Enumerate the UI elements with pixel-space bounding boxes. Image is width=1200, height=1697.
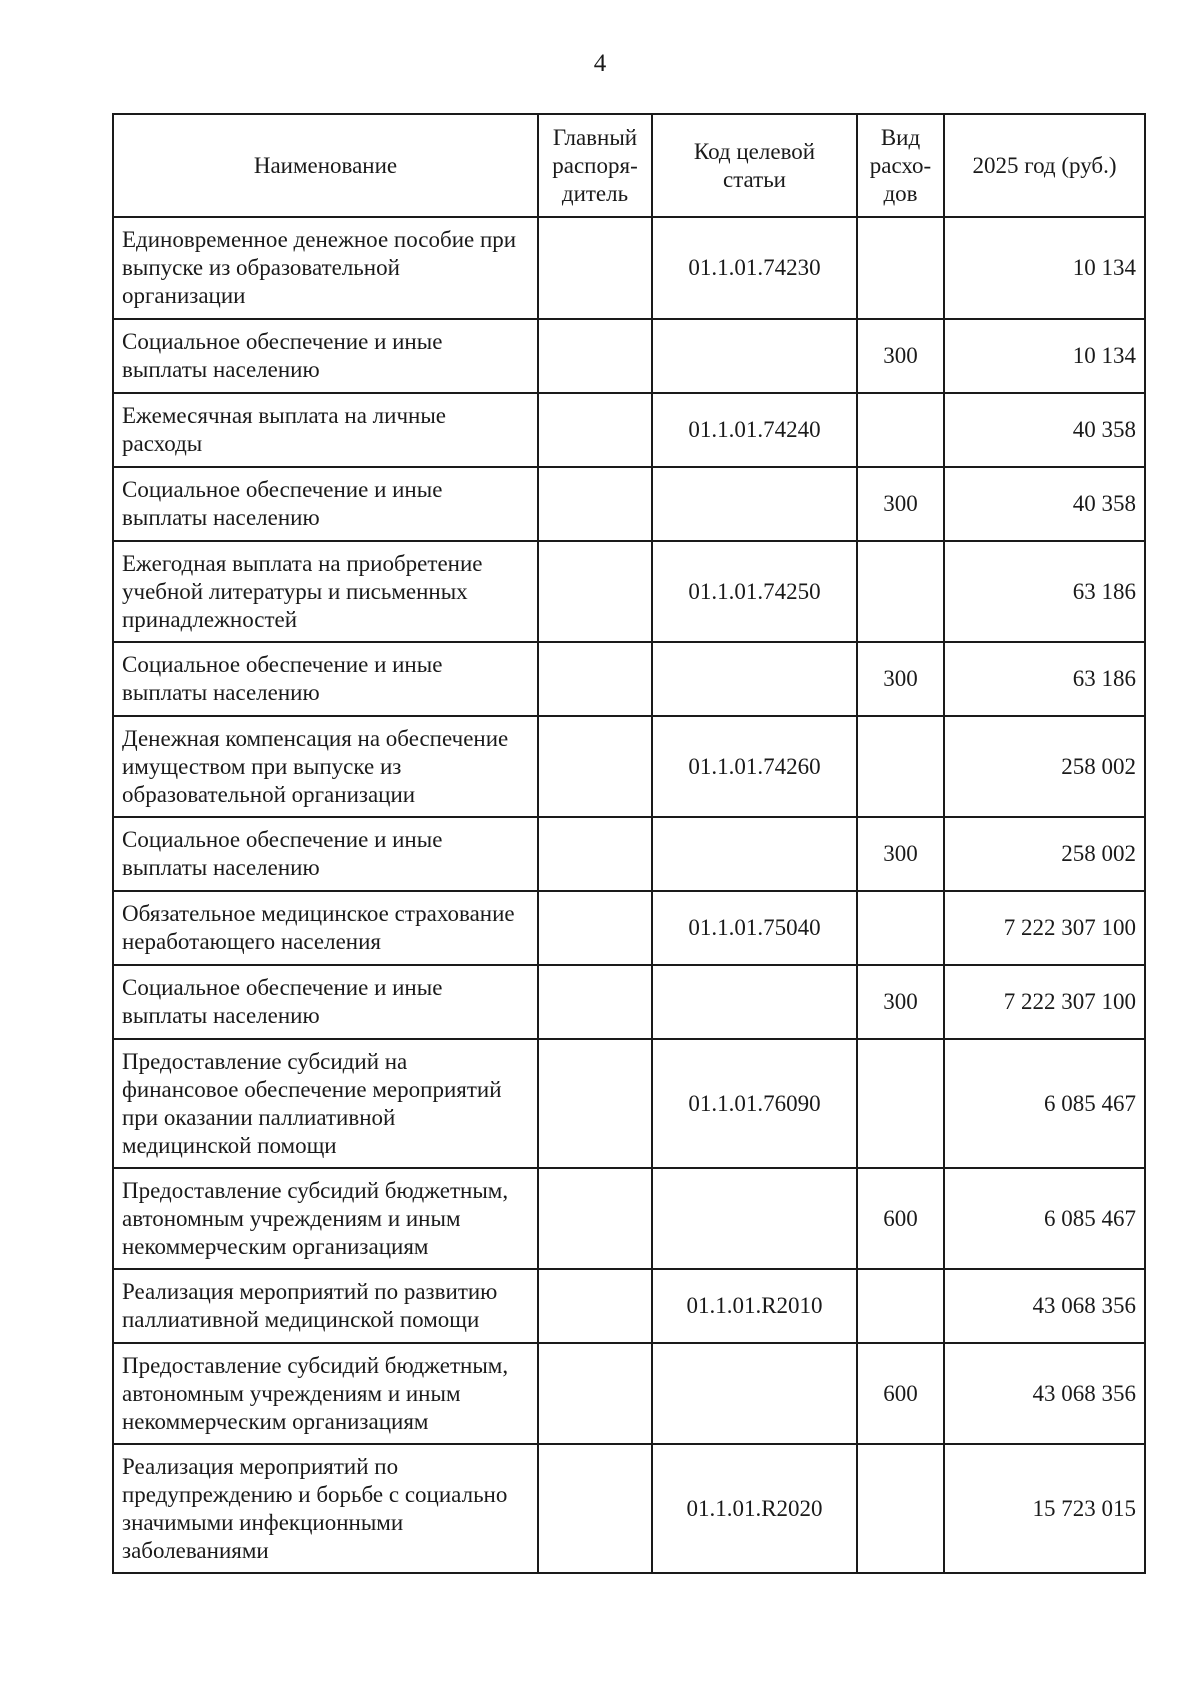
- row-code-cell: [652, 319, 857, 393]
- row-code-cell: [652, 467, 857, 541]
- row-chief-cell: [538, 1039, 652, 1168]
- row-chief-cell: [538, 541, 652, 642]
- header-target-code: Код целевой статьи: [652, 114, 857, 217]
- table-row: [113, 1039, 1145, 1168]
- row-chief-cell: [538, 965, 652, 1039]
- row-amount-cell: 6 085 467: [944, 1039, 1145, 1168]
- row-chief-cell: [538, 1168, 652, 1269]
- row-name-cell: Ежемесячная выплата на личные расходы: [113, 393, 538, 467]
- row-amount-cell: 15 723 015: [944, 1444, 1145, 1573]
- row-chief-cell: [538, 319, 652, 393]
- row-code-cell: [652, 1343, 857, 1444]
- row-name-cell: Реализация мероприятий по предупреждению и борьбе с социально значимыми инфекционными заболеваниями: [113, 1444, 538, 1573]
- row-code-cell: 01.1.01.R2020: [652, 1444, 857, 1573]
- row-code-cell: 01.1.01.R2010: [652, 1269, 857, 1343]
- table-row: [113, 891, 1145, 965]
- row-expense-type-cell: [857, 1444, 944, 1573]
- row-amount-cell: 10 134: [944, 217, 1145, 319]
- table-row: [113, 965, 1145, 1039]
- row-amount-cell: 258 002: [944, 716, 1145, 817]
- row-expense-type-cell: [857, 217, 944, 319]
- row-name-cell: Социальное обеспечение и иные выплаты населению: [113, 965, 538, 1039]
- row-name-cell: Социальное обеспечение и иные выплаты населению: [113, 467, 538, 541]
- row-name-cell: Предоставление субсидий бюджетным, автономным учреждениям и иным некоммерческим организациям: [113, 1343, 538, 1444]
- row-name-cell: Социальное обеспечение и иные выплаты населению: [113, 642, 538, 716]
- row-expense-type-cell: 600: [857, 1168, 944, 1269]
- table-row: [113, 1269, 1145, 1343]
- row-chief-cell: [538, 1343, 652, 1444]
- row-amount-cell: 43 068 356: [944, 1269, 1145, 1343]
- table-row: [113, 642, 1145, 716]
- row-amount-cell: 40 358: [944, 467, 1145, 541]
- table-row: [113, 541, 1145, 642]
- row-name-cell: Единовременное денежное пособие при выпуске из образовательной организации: [113, 217, 538, 319]
- row-amount-cell: 10 134: [944, 319, 1145, 393]
- row-chief-cell: [538, 716, 652, 817]
- row-chief-cell: [538, 817, 652, 891]
- table-header-row: [113, 114, 1145, 217]
- budget-table: [112, 113, 1146, 1574]
- row-amount-cell: 6 085 467: [944, 1168, 1145, 1269]
- page-number: 4: [593, 50, 607, 77]
- row-expense-type-cell: [857, 1039, 944, 1168]
- row-name-cell: Социальное обеспечение и иные выплаты населению: [113, 817, 538, 891]
- table-row: [113, 1168, 1145, 1269]
- row-name-cell: Предоставление субсидий на финансовое обеспечение мероприятий при оказании паллиативной медицинской помощи: [113, 1039, 538, 1168]
- row-expense-type-cell: 600: [857, 1343, 944, 1444]
- table-row: [113, 217, 1145, 319]
- row-chief-cell: [538, 217, 652, 319]
- table-row: [113, 467, 1145, 541]
- row-code-cell: 01.1.01.74230: [652, 217, 857, 319]
- row-expense-type-cell: 300: [857, 642, 944, 716]
- row-chief-cell: [538, 1444, 652, 1573]
- header-expense-type: Вид расхо-дов: [857, 114, 944, 217]
- row-name-cell: Социальное обеспечение и иные выплаты населению: [113, 319, 538, 393]
- table-row: [113, 319, 1145, 393]
- row-chief-cell: [538, 642, 652, 716]
- row-code-cell: 01.1.01.74240: [652, 393, 857, 467]
- row-expense-type-cell: 300: [857, 319, 944, 393]
- row-chief-cell: [538, 1269, 652, 1343]
- row-code-cell: [652, 817, 857, 891]
- header-year-2025: 2025 год (руб.): [944, 114, 1145, 217]
- row-code-cell: 01.1.01.76090: [652, 1039, 857, 1168]
- row-name-cell: Обязательное медицинское страхование неработающего населения: [113, 891, 538, 965]
- row-name-cell: Денежная компенсация на обеспечение имуществом при выпуске из образовательной организации: [113, 716, 538, 817]
- row-amount-cell: 43 068 356: [944, 1343, 1145, 1444]
- row-expense-type-cell: 300: [857, 817, 944, 891]
- row-chief-cell: [538, 467, 652, 541]
- header-name: Наименование: [113, 114, 538, 217]
- row-code-cell: 01.1.01.74250: [652, 541, 857, 642]
- table-row: [113, 716, 1145, 817]
- row-code-cell: [652, 1168, 857, 1269]
- row-amount-cell: 258 002: [944, 817, 1145, 891]
- table-row: [113, 1343, 1145, 1444]
- row-amount-cell: 63 186: [944, 642, 1145, 716]
- row-expense-type-cell: 300: [857, 965, 944, 1039]
- row-amount-cell: 7 222 307 100: [944, 891, 1145, 965]
- row-code-cell: 01.1.01.74260: [652, 716, 857, 817]
- row-chief-cell: [538, 891, 652, 965]
- row-name-cell: Ежегодная выплата на приобретение учебной литературы и письменных принадлежностей: [113, 541, 538, 642]
- row-code-cell: [652, 965, 857, 1039]
- row-expense-type-cell: [857, 716, 944, 817]
- row-expense-type-cell: [857, 541, 944, 642]
- row-amount-cell: 63 186: [944, 541, 1145, 642]
- row-code-cell: 01.1.01.75040: [652, 891, 857, 965]
- row-chief-cell: [538, 393, 652, 467]
- row-amount-cell: 7 222 307 100: [944, 965, 1145, 1039]
- row-name-cell: Реализация мероприятий по развитию паллиативной медицинской помощи: [113, 1269, 538, 1343]
- table-row: [113, 1444, 1145, 1573]
- table-row: [113, 393, 1145, 467]
- row-expense-type-cell: [857, 393, 944, 467]
- row-amount-cell: 40 358: [944, 393, 1145, 467]
- row-expense-type-cell: [857, 891, 944, 965]
- row-code-cell: [652, 642, 857, 716]
- row-name-cell: Предоставление субсидий бюджетным, автономным учреждениям и иным некоммерческим организациям: [113, 1168, 538, 1269]
- table-row: [113, 817, 1145, 891]
- header-chief-administrator: Главный распоря-дитель: [538, 114, 652, 217]
- row-expense-type-cell: [857, 1269, 944, 1343]
- row-expense-type-cell: 300: [857, 467, 944, 541]
